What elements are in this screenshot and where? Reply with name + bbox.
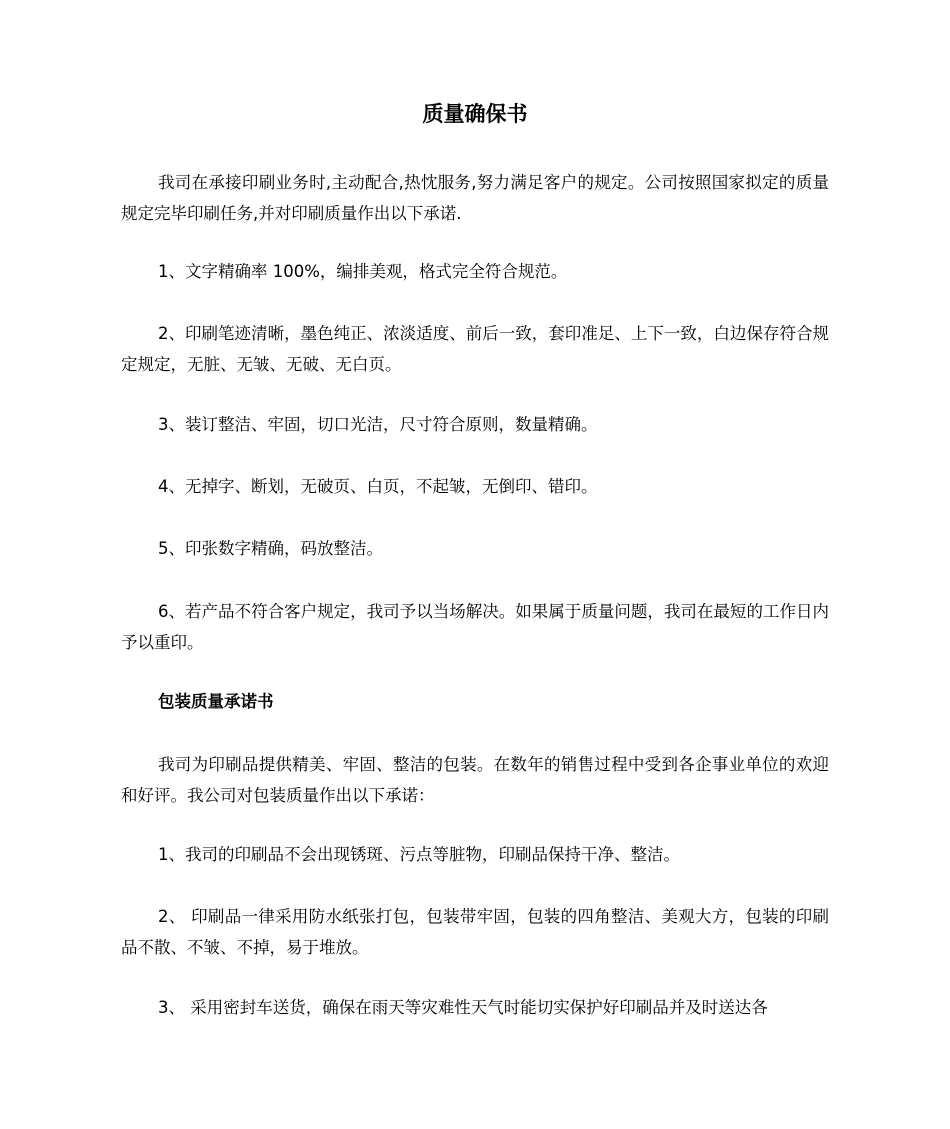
commitment-item-6: 6、若产品不符合客户规定，我司予以当场解决。如果属于质量问题，我司在最短的工作日内予以重印。 [121, 602, 829, 652]
packaging-item-1: 1、我司的印刷品不会出现锈斑、污点等脏物，印刷品保持干净、整洁。 [158, 845, 680, 864]
packaging-intro-paragraph: 我司为印刷品提供精美、牢固、整洁的包装。在数年的销售过程中受到各企事业单位的欢迎和好评。我公司对包装质量作出以下承诺： [121, 755, 829, 805]
commitment-item-1: 1、文字精确率 100%，编排美观，格式完全符合规范。 [158, 262, 568, 281]
commitment-item-3: 3、装订整洁、牢固，切口光洁，尺寸符合原则，数量精确。 [158, 415, 598, 434]
commitment-item-2: 2、印刷笔迹清晰，墨色纯正、浓淡适度、前后一致，套印准足、上下一致，白边保存符合规定规定，无脏、无皱、无破、无白页。 [121, 324, 829, 374]
packaging-item-2: 2、 印刷品一律采用防水纸张打包，包装带牢固，包装的四角整洁、美观大方，包装的印刷品不散、不皱、不掉，易于堆放。 [121, 907, 829, 957]
document-title: 质量确保书 [422, 102, 528, 126]
commitment-item-4: 4、无掉字、断划，无破页、白页，不起皱，无倒印、错印。 [158, 477, 598, 496]
packaging-item-3: 3、 采用密封车送货，确保在雨天等灾难性天气时能切实保护好印刷品并及时送达各 [158, 998, 768, 1017]
commitment-item-5: 5、印张数字精确，码放整洁。 [158, 539, 383, 558]
section-heading: 包装质量承诺书 [158, 692, 274, 711]
intro-paragraph: 我司在承接印刷业务时,主动配合,热忱服务,努力满足客户的规定。公司按照国家拟定的质量规定完毕印刷任务,并对印刷质量作出以下承诺. [121, 173, 829, 223]
